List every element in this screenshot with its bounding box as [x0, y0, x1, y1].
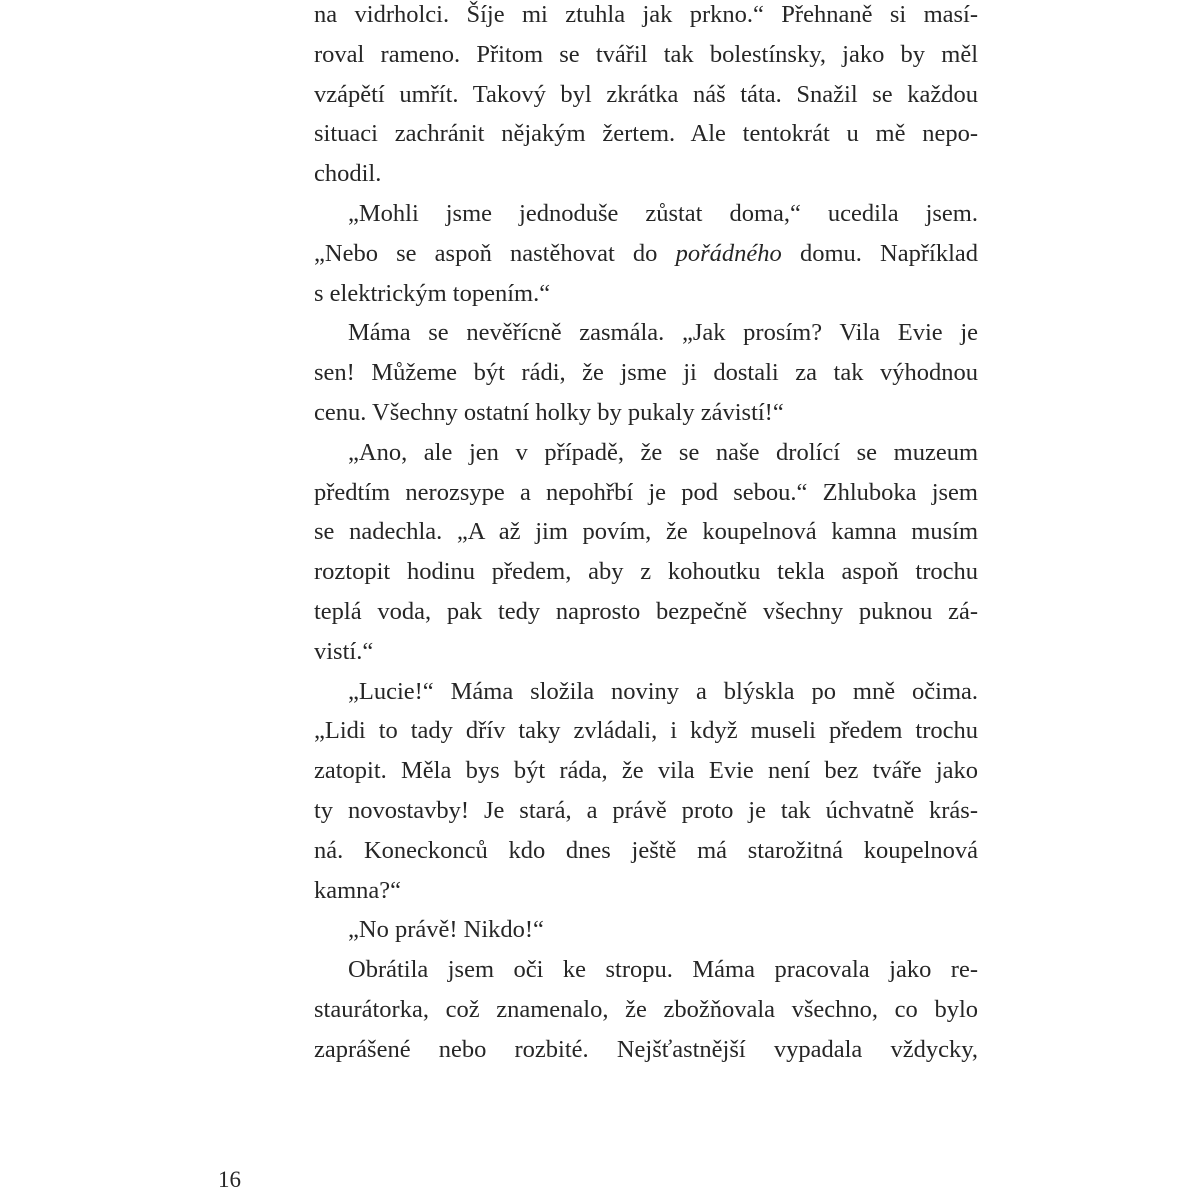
text-line: zatopit. Měla bys být ráda, že vila Evie není bez tváře jako: [314, 757, 978, 785]
text-line: kamna?“: [314, 876, 402, 904]
text-line: s elektrickým topením.“: [314, 279, 551, 307]
text-line: roztopit hodinu předem, aby z kohoutku tekla aspoň trochu: [314, 558, 978, 586]
text-line: roval rameno. Přitom se tvářil tak bolestínsky, jako by měl: [314, 40, 978, 68]
text-line: [314, 234, 978, 274]
text-line: situaci zachránit nějakým žertem. Ale tentokrát u mě nepo-: [314, 120, 978, 148]
text-line: teplá voda, pak tedy naprosto bezpečně všechny puknou zá-: [314, 597, 978, 625]
text-line: „Lidi to tady dřív taky zvládali, i když museli předem trochu: [314, 717, 978, 745]
body-text: [314, 0, 978, 1070]
text-line: na vidrholci. Šíje mi ztuhla jak prkno.“ Přehnaně si masí-: [314, 1, 978, 28]
text-line: „Lucie!“ Máma složila noviny a blýskla po mně očima.: [348, 677, 978, 705]
text-line: předtím nerozsype a nepohřbí je pod sebou.“ Zhluboka jsem: [314, 478, 978, 506]
text-line: „Mohli jsme jednoduše zůstat doma,“ ucedila jsem.: [348, 199, 978, 227]
text-line: se nadechla. „A až jim povím, že koupelnová kamna musím: [314, 518, 978, 546]
text-line: ná. Koneckonců kdo dnes ještě má starožitná koupelnová: [314, 836, 978, 864]
text-line: vistí.“: [314, 637, 374, 665]
text-line: Obrátila jsem oči ke stropu. Máma pracovala jako re-: [348, 956, 978, 984]
text-line: chodil.: [314, 160, 382, 188]
text-line: sen! Můžeme být rádi, že jsme ji dostali za tak výhodnou: [314, 359, 978, 387]
text-line: vzápětí umřít. Takový byl zkrátka náš táta. Snažil se každou: [314, 80, 978, 108]
text-segment: „Nebo se aspoň nastěhovat do: [314, 239, 676, 267]
text-line: „Ano, ale jen v případě, že se naše drolící se muzeum: [348, 438, 978, 466]
text-segment: domu. Například: [781, 239, 979, 267]
text-line: „No právě! Nikdo!“: [348, 916, 544, 944]
text-line: cenu. Všechny ostatní holky by pukaly závistí!“: [314, 398, 784, 426]
emphasized-word: pořádného: [675, 239, 782, 267]
text-line: Máma se nevěřícně zasmála. „Jak prosím? Vila Evie je: [348, 319, 978, 347]
text-line: zaprášené nebo rozbité. Nejšťastnější vypadala vždycky,: [314, 1035, 978, 1063]
text-line: ty novostavby! Je stará, a právě proto je tak úchvatně krás-: [314, 796, 978, 824]
text-line: staurátorka, což znamenalo, že zbožňovala všechno, co bylo: [314, 995, 978, 1023]
page-number: 16: [218, 1167, 241, 1192]
